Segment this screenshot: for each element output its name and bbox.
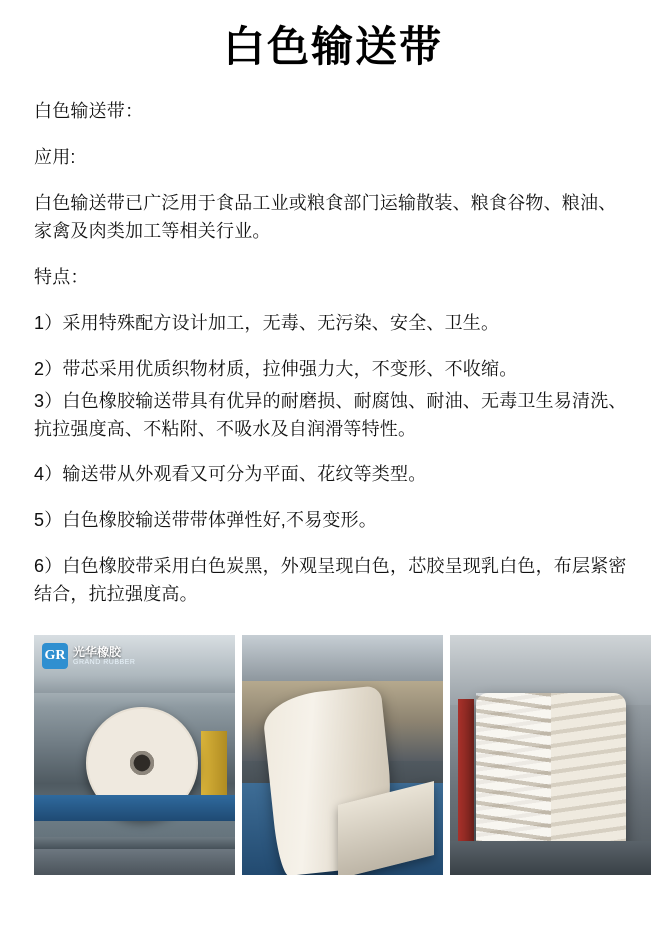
watermark-brand-cn: 光华橡胶 [73,645,122,659]
photo-chevron-patterned-roll [450,635,651,875]
workshop-ceiling-decor [242,635,443,681]
watermark-text [73,646,135,666]
blue-conveyor-frame-decor [34,795,235,821]
product-photo-gallery [34,635,632,875]
paragraph-feature-1: 1）采用特殊配方设计加工，无毒、无污染、安全、卫生。 [34,312,500,333]
paragraph-features-heading: 特点： [34,266,89,287]
document-page [0,22,666,952]
red-post-decor [458,699,474,849]
watermark-logo [42,643,135,669]
paragraph-feature-2: 2）带芯采用优质织物材质，拉伸强力大，不变形、不收缩。 [34,358,518,379]
brand-mark-icon: GR [42,643,68,669]
photo-curved-white-belt [242,635,443,875]
page-title: 白色输送带 [222,23,443,70]
paragraph-intro: 白色输送带： [34,101,144,122]
paragraph-application-body: 白色输送带已广泛用于食品工业或粮食部门运输散装、粮食谷物、粮油、家禽及肉类加工等相关行业。 [34,193,617,242]
paragraph-feature-6: 6）白色橡胶带采用白色炭黑，外观呈现白色，芯胶呈现乳白色，布层紧密结合，抗拉强度高。 [34,556,627,605]
watermark-brand-en: GRAND RUBBER [73,658,136,666]
paragraph-feature-3: 3）白色橡胶输送带具有优异的耐磨损、耐腐蚀、耐油、无毒卫生易清洗、抗拉强度高、不粘附、不吸水及自润滑等特性。 [34,390,627,439]
chevron-belt-roll-shape [476,693,626,853]
paragraph-feature-4: 4）输送带从外观看又可分为平面、花纹等类型。 [34,464,427,485]
machine-base-decor [450,841,651,875]
paragraph-application-heading: 应用: [34,147,76,168]
photo-roll-on-conveyor [34,635,235,875]
factory-floor-decor [34,849,235,875]
paragraph-feature-5: 5）白色橡胶输送带带体弹性好,不易变形。 [34,510,378,531]
